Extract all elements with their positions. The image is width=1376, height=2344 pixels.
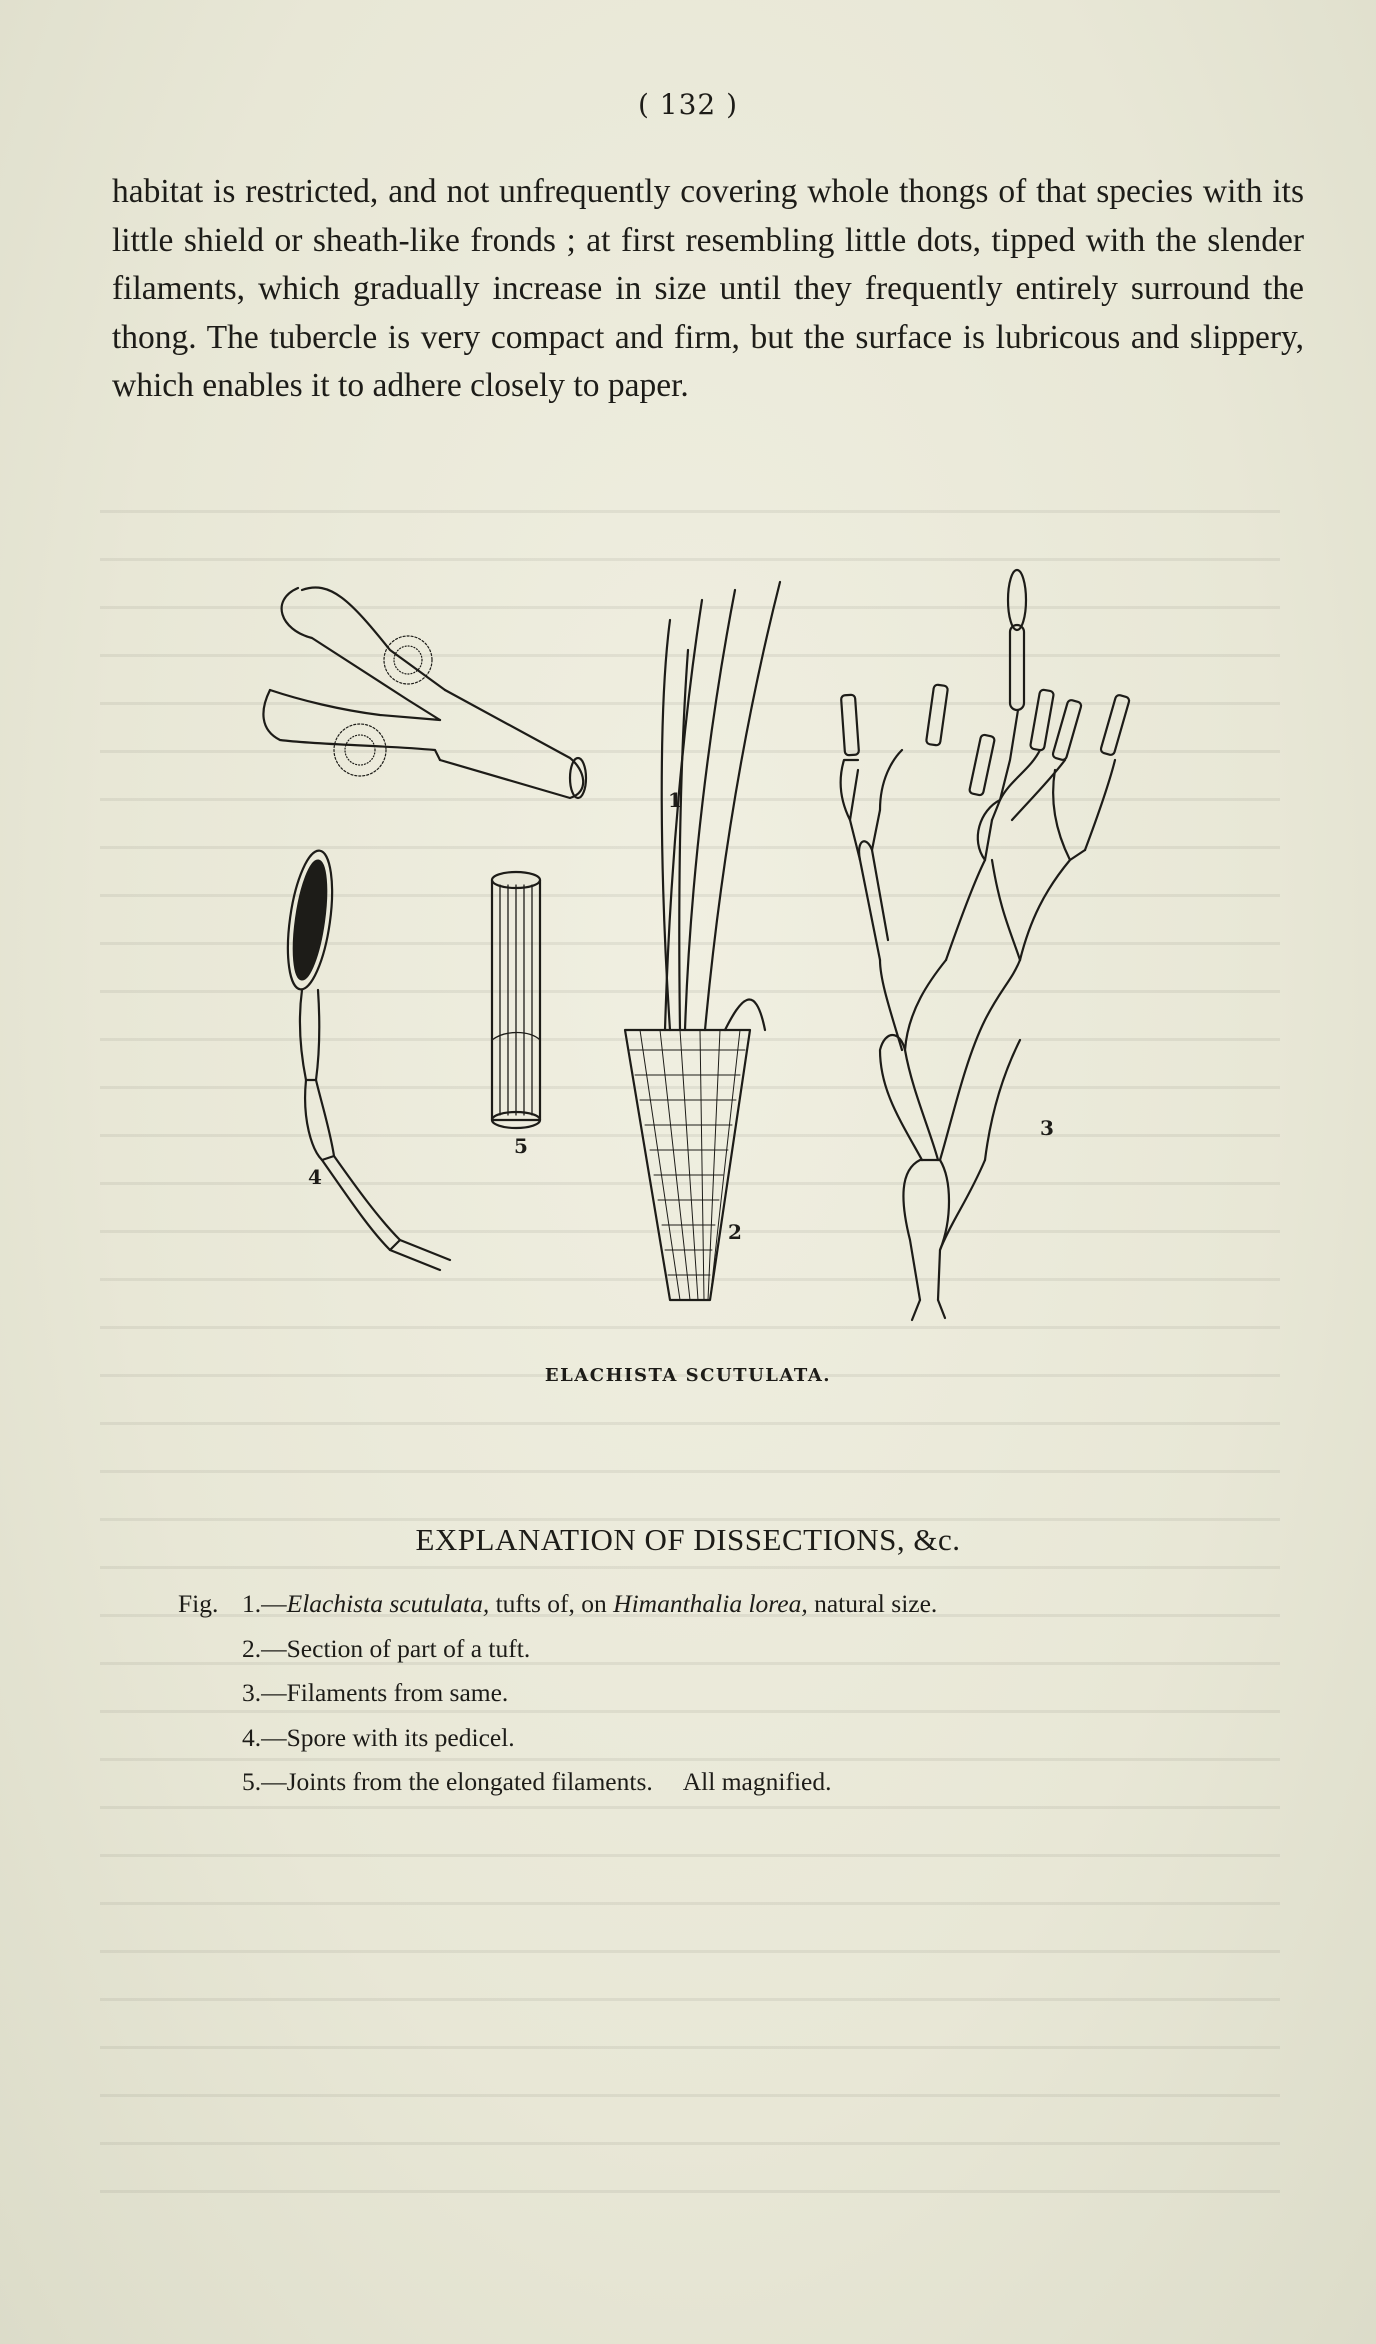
fig-5-joints bbox=[492, 872, 540, 1128]
item-suffix: All magnified. bbox=[682, 1767, 832, 1796]
explanation-item-5 bbox=[178, 1760, 1278, 1805]
page-number: ( 132 ) bbox=[637, 88, 739, 121]
figure-label-4: 4 bbox=[308, 1165, 322, 1189]
item-number: 3. bbox=[242, 1678, 262, 1707]
explanation-item-1 bbox=[178, 1582, 1278, 1627]
figure-illustration bbox=[240, 560, 1140, 1360]
item-text: —Joints from the elongated filaments. bbox=[261, 1767, 653, 1796]
figure-label-5: 5 bbox=[514, 1134, 528, 1158]
item-number: 1. bbox=[242, 1589, 262, 1618]
figure-label-2: 2 bbox=[728, 1220, 742, 1244]
explanation-item-4 bbox=[178, 1716, 1278, 1761]
figure-label-3: 3 bbox=[1040, 1116, 1054, 1140]
elachista-drawing bbox=[240, 560, 1140, 1360]
fig-3-filaments bbox=[841, 570, 1130, 1320]
item-text: natural size. bbox=[807, 1589, 938, 1618]
body-paragraph: habitat is restricted, and not unfrequently covering whole thongs of that species with its little shield or sheath-like fronds ; at first resembling little dots, tipped with the slender filaments, which gradually increase in size until they frequently entirely surround the thong. The tubercle is very compact and firm, but the surface is lubricous and slippery, which enables it to adhere closely to paper. bbox=[112, 173, 1304, 404]
explanation-item-2 bbox=[178, 1627, 1278, 1672]
item-number: 4. bbox=[242, 1722, 262, 1752]
figure-label-1: 1 bbox=[668, 788, 682, 812]
explanation-heading: EXPLANATION OF DISSECTIONS, &c. bbox=[415, 1522, 961, 1557]
explanation-list bbox=[178, 1582, 1278, 1805]
item-text: —Spore with its pedicel. bbox=[261, 1722, 515, 1752]
explanation-item-3 bbox=[178, 1671, 1278, 1716]
fig-1-thong bbox=[263, 588, 586, 799]
fig-4-spore bbox=[280, 848, 450, 1270]
item-dash: — bbox=[261, 1589, 287, 1618]
item-number: 5. bbox=[242, 1767, 262, 1796]
item-text: tufts of, on bbox=[489, 1589, 614, 1618]
species-name: Elachista scutulata, bbox=[286, 1589, 490, 1618]
figure-title: ELACHISTA SCUTULATA. bbox=[544, 1365, 832, 1386]
item-text: —Filaments from same. bbox=[261, 1678, 509, 1707]
fig-prefix: Fig. bbox=[178, 1589, 219, 1618]
fig-2-tuft-section bbox=[625, 582, 780, 1300]
host-name: Himanthalia lorea, bbox=[613, 1589, 808, 1618]
item-text: —Section of part of a tuft. bbox=[261, 1633, 531, 1663]
item-number: 2. bbox=[242, 1633, 262, 1663]
